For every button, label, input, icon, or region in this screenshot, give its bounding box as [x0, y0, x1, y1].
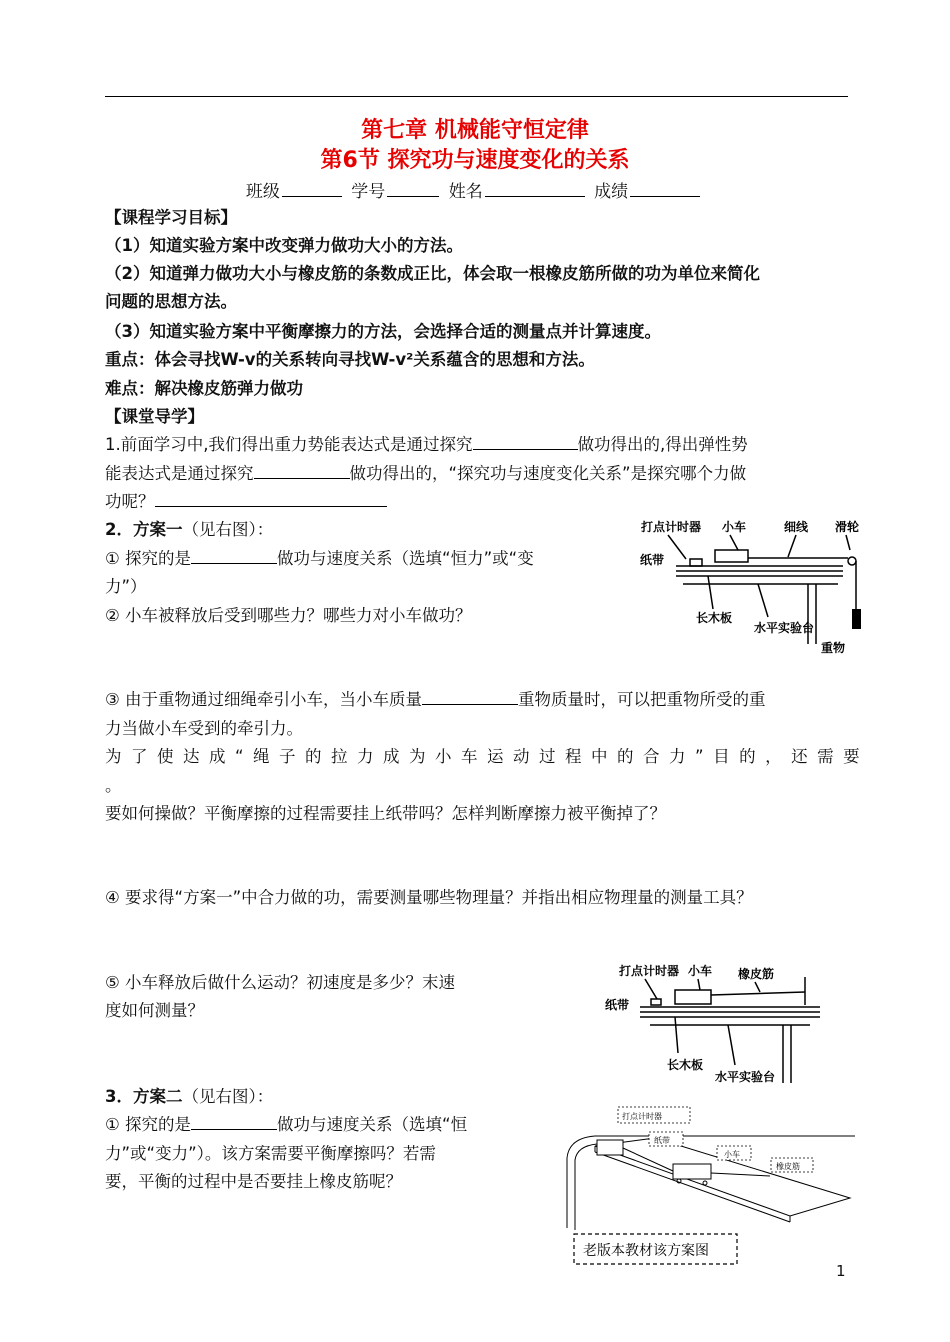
guide-q1-blank-1[interactable] [473, 433, 578, 450]
plan2-heading-note: （见右图）： [182, 1087, 274, 1106]
name-field[interactable] [485, 180, 585, 197]
fig1-weight-label: 重物 [821, 641, 846, 655]
fig1-weight-block [852, 609, 861, 629]
objective-item-3: （3）知道实验方案中平衡摩擦力的方法，会选择合适的测量点并计算速度。 [105, 322, 661, 341]
plan1-q1-line1 [105, 547, 534, 571]
student-info-row [0, 177, 950, 202]
plan1-q3-line4: 。 [105, 776, 122, 795]
plan1-q1-blank[interactable] [191, 547, 277, 564]
guide-q1-line1 [105, 433, 748, 457]
objective-item-1: （1）知道实验方案中改变弹力做功大小的方法。 [105, 236, 463, 255]
plan1-q1-line2: 力”） [105, 577, 147, 596]
objective-item-2-line1: （2）知道弹力做功大小与橡皮筋的条数成正比，体会取一根橡皮筋所做的功为单位来简化 [105, 264, 760, 283]
fig1-pulley-label: 滑轮 [835, 520, 860, 534]
objective-item-2-line2: 问题的思想方法。 [105, 292, 237, 311]
name-label: 姓名 [448, 182, 483, 202]
guide-q1-text-c: 能表达式是通过探究 [105, 464, 254, 483]
fig1-board-label: 长木板 [696, 611, 733, 625]
plan1-q3-text-b: 重物质量时，可以把重物所受的重 [518, 690, 766, 709]
plan2-old-textbook-figure [555, 1098, 855, 1268]
id-label: 学号 [351, 182, 386, 202]
fig3-drawing [567, 1136, 855, 1230]
plan1-q1-text-a: ① 探究的是 [105, 549, 192, 568]
header-rule [105, 96, 848, 97]
fig1-table-label: 水平实验台 [754, 621, 815, 635]
id-field[interactable] [387, 180, 439, 197]
plan1-heading [105, 518, 273, 542]
section-title: 第6节 探究功与速度变化的关系 [320, 148, 630, 173]
score-label: 成绩 [594, 182, 629, 202]
objectives-heading: 【课程学习目标】 [105, 208, 237, 227]
fig3-tape-label: 纸带 [654, 1136, 670, 1145]
guide-q1-blank-3[interactable] [155, 490, 387, 507]
key-point: 重点：体会寻找W-v的关系转向寻找W-v²关系蕴含的思想和方法。 [105, 350, 595, 369]
fig2-board-label: 长木板 [667, 1058, 704, 1072]
fig2-table-label: 水平实验台 [715, 1070, 776, 1084]
plan2-q1-text-a: ① 探究的是 [105, 1115, 192, 1134]
plan2-q1-line2: 力”或“变力”）。该方案需要平衡摩擦吗？若需 [105, 1144, 436, 1163]
plan1-heading-text: 2．方案一 [105, 520, 183, 539]
plan1-q5-line1: ⑤ 小车释放后做什么运动？初速度是多少？末速 [105, 973, 456, 992]
difficulty: 难点：解决橡皮筋弹力做功 [105, 379, 303, 398]
plan1-q3-line2: 力当做小车受到的牵引力。 [105, 719, 303, 738]
plan1-q3-line5: 要如何操做？平衡摩擦的过程需要挂上纸带吗？怎样判断摩擦力被平衡掉了？ [105, 804, 666, 823]
class-label: 班级 [245, 182, 280, 202]
fig1-timer-label: 打点计时器 [641, 520, 702, 534]
page-number: 1 [836, 1262, 846, 1280]
fig3-cart-label: 小车 [724, 1150, 740, 1159]
fig1-cart-label: 小车 [722, 520, 747, 534]
fig3-band-label: 橡皮筋 [776, 1162, 800, 1171]
plan1-q3-text-a: ③ 由于重物通过细绳牵引小车，当小车质量 [105, 690, 423, 709]
fig3-caption: 老版本教材该方案图 [583, 1243, 709, 1259]
fig2-cart-label: 小车 [688, 964, 713, 978]
guide-heading: 【课堂导学】 [105, 407, 204, 426]
guide-q1-line2 [105, 462, 746, 486]
plan2-q1-blank[interactable] [191, 1113, 277, 1130]
plan2-q1-text-b: 做功与速度关系（选填“恒 [277, 1115, 468, 1134]
plan1-q3-line1 [105, 688, 766, 712]
plan1-heading-note: （见右图）： [182, 520, 274, 539]
fig2-timer-label: 打点计时器 [619, 964, 680, 978]
guide-q1-text-a: 1.前面学习中,我们得出重力势能表达式是通过探究 [105, 435, 473, 454]
fig2-band-label: 橡皮筋 [738, 967, 775, 981]
score-field[interactable] [630, 180, 700, 197]
fig1-string-label: 细线 [784, 520, 809, 534]
plan1-q3-line3: 为了使达成“绳子的拉力成为小车运动过程中的合力”目的，还需要 [105, 747, 870, 766]
guide-q1-text-d: 做功得出的，“探究功与速度变化关系”是探究哪个力做 [349, 464, 747, 483]
plan1-q1-text-b: 做功与速度关系（选填“恒力”或“变 [277, 549, 534, 568]
plan2-q1-line3: 要，平衡的过程中是否要挂上橡皮筋呢？ [105, 1172, 402, 1191]
guide-q1-blank-2[interactable] [254, 462, 350, 479]
plan2-heading-text: 3．方案二 [105, 1087, 183, 1106]
plan1-q4: ④ 要求得“方案一”中合力做的功，需要测量哪些物理量？并指出相应物理量的测量工具？ [105, 888, 753, 907]
plan1-q5-line2: 度如何测量？ [105, 1001, 204, 1020]
plan2-q1-line1 [105, 1113, 467, 1137]
plan1-q2: ② 小车被释放后受到哪些力？哪些力对小车做功？ [105, 606, 472, 625]
fig3-timer-label: 打点计时器 [622, 1112, 662, 1121]
fig2-tape-label: 纸带 [605, 998, 630, 1012]
guide-q1-line3 [105, 490, 387, 514]
plan2-heading [105, 1085, 273, 1109]
chapter-title: 第七章 机械能守恒定律 [361, 118, 589, 143]
guide-q1-text-b: 做功得出的,得出弹性势 [577, 435, 748, 454]
fig1-tape-label: 纸带 [640, 553, 665, 567]
class-field[interactable] [282, 180, 342, 197]
plan1-rubber-band-figure [605, 955, 830, 1085]
plan1-q3-blank[interactable] [422, 688, 518, 705]
plan1-apparatus-figure [638, 514, 870, 660]
guide-q1-text-e: 功呢？ [105, 492, 155, 511]
